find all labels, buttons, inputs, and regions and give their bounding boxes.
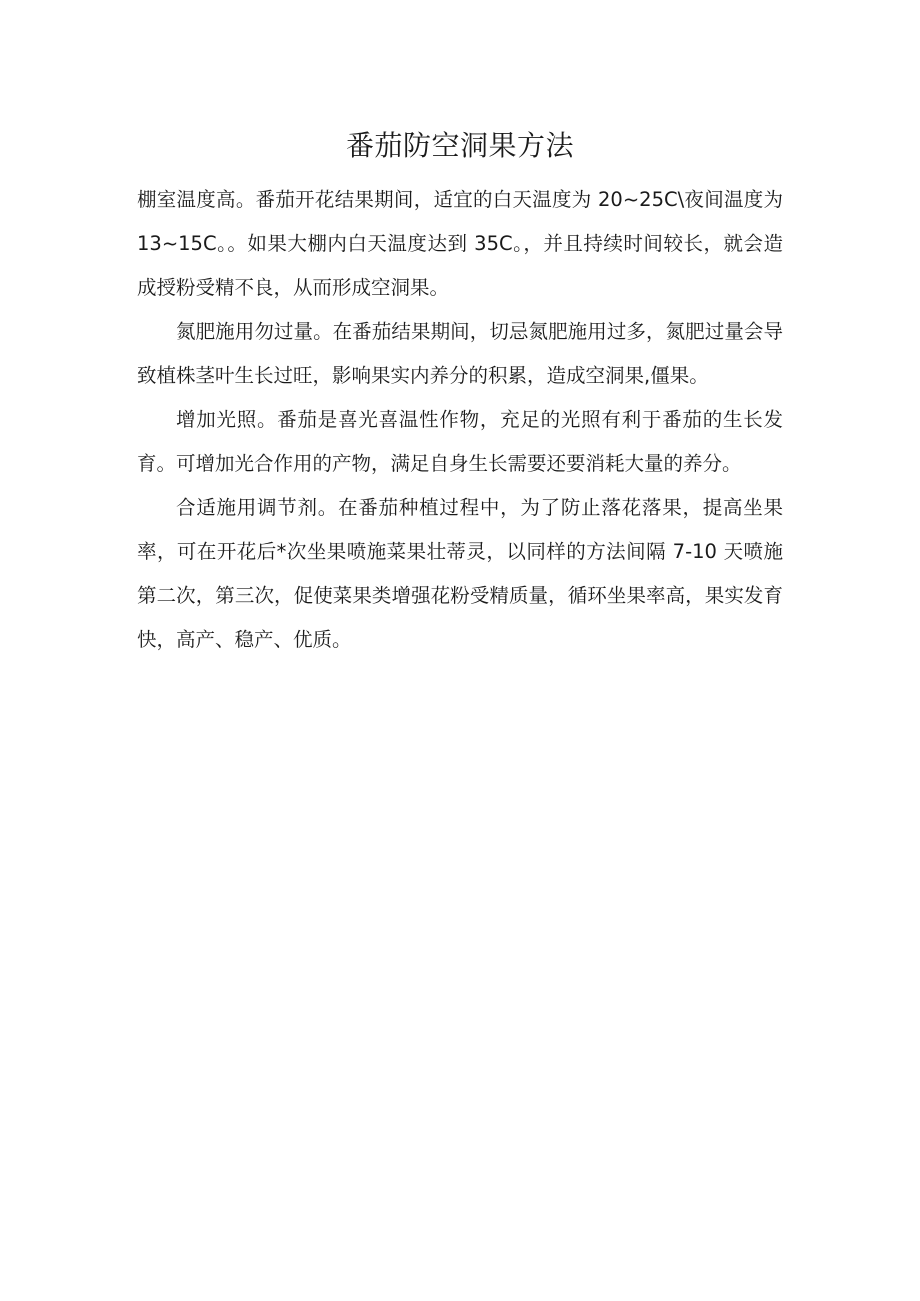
paragraph-growth-regulator: 合适施用调节剂。在番茄种植过程中，为了防止落花落果，提高坐果率，可在开花后*次坐果喷施菜果壮蒂灵，以同样的方法间隔 7-10 天喷施第二次，第三次，促使菜果类增强花粉受精质量，循环坐果率高，果实发育快，高产、稳产、优质。 xyxy=(137,496,783,651)
paragraph-nitrogen-fertilizer: 氮肥施用勿过量。在番茄结果期间，切忌氮肥施用过多，氮肥过量会导致植株茎叶生长过旺，影响果实内养分的积累，造成空洞果,僵果。 xyxy=(137,320,783,387)
document-body xyxy=(137,178,783,662)
paragraph-increase-light: 增加光照。番茄是喜光喜温性作物，充足的光照有利于番茄的生长发育。可增加光合作用的产物，满足自身生长需要还要消耗大量的养分。 xyxy=(137,408,783,475)
paragraph-greenhouse-temperature: 棚室温度高。番茄开花结果期间，适宜的白天温度为 20~25C\夜间温度为 13~15C。。如果大棚内白天温度达到 35C。，并且持续时间较长，就会造成授粉受精不良，从而形成空洞果。 xyxy=(137,188,783,299)
document-title: 番茄防空洞果方法 xyxy=(345,129,574,162)
